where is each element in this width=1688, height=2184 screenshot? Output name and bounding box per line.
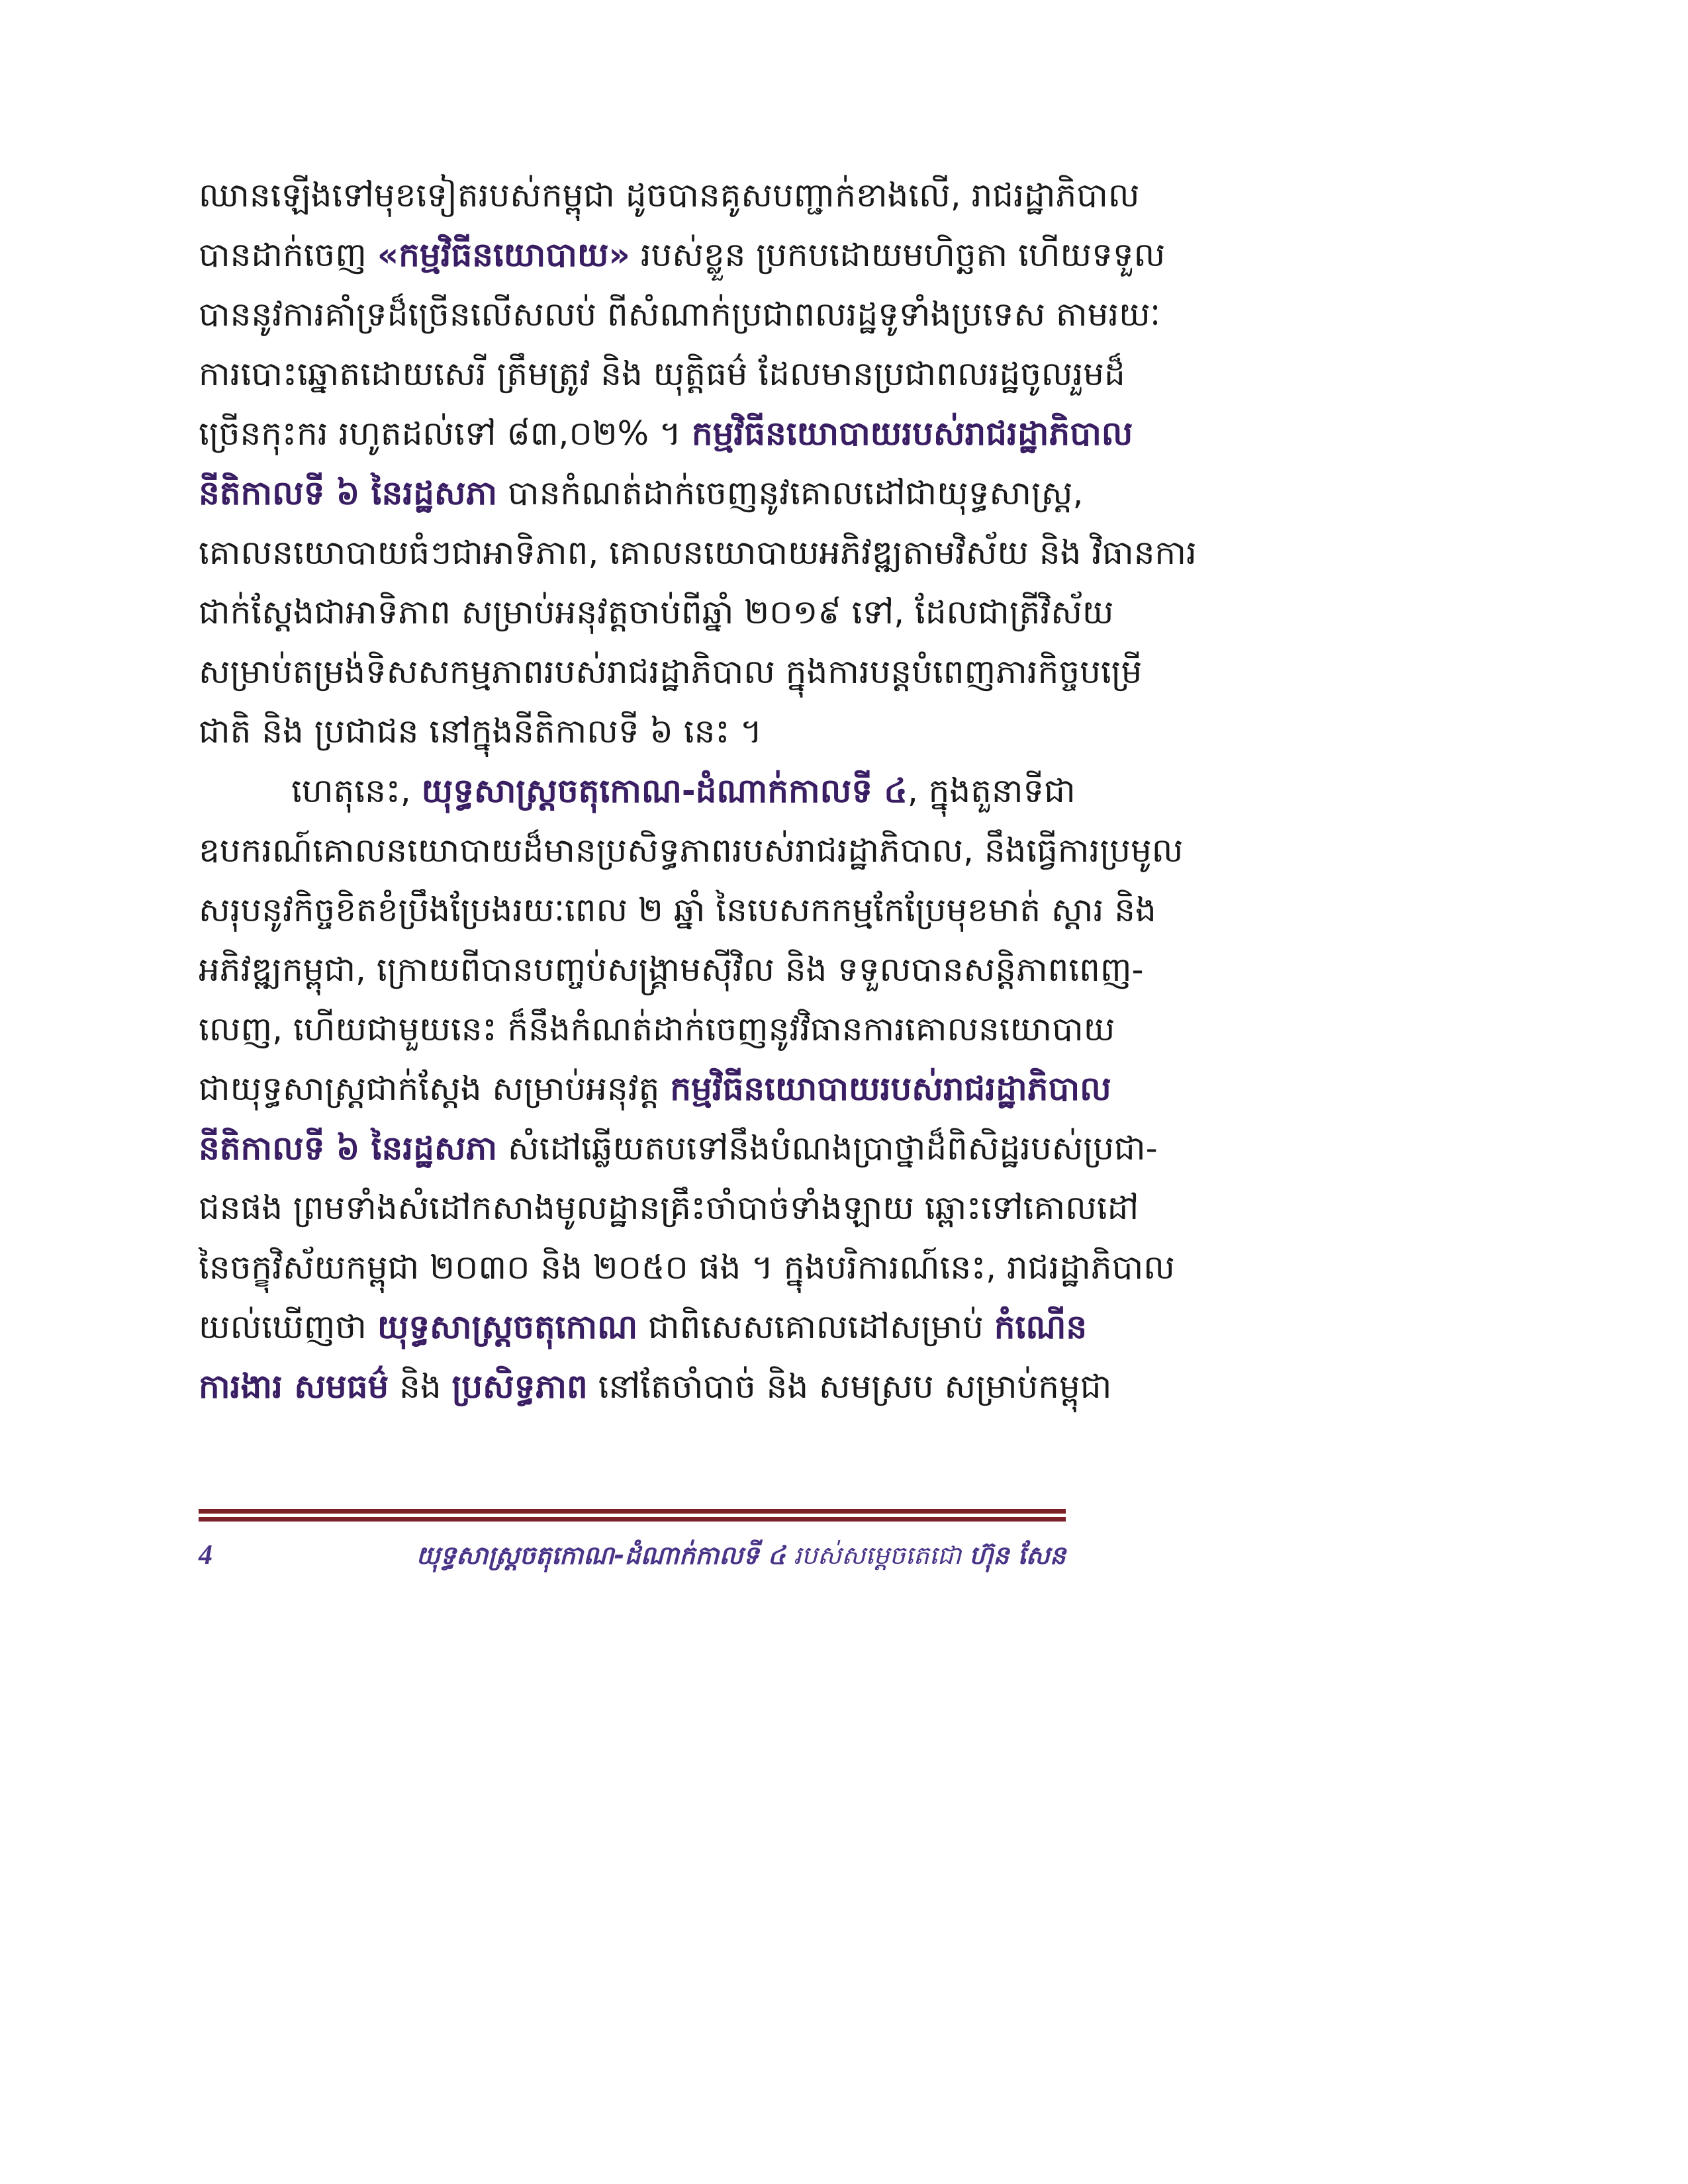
text-line <box>199 642 1143 702</box>
text-line <box>199 821 1184 880</box>
bold-phrase: នីតិកាលទី ៦ នៃរដ្ឋសភា <box>199 474 498 512</box>
text-line <box>199 1118 1158 1178</box>
footer-title-bold: យុទ្ធសាស្ត្រចតុកោណ-ដំណាក់កាលទី ៤ <box>416 1541 786 1570</box>
bold-phrase: កំណើន <box>994 1308 1088 1346</box>
text-run: ឈានឡើងទៅមុខទៀតរបស់កម្ពុជា ដូចបានគូសបញ្ជាក់ខាងលើ, រាជរដ្ឋាភិបាល <box>199 176 1140 214</box>
text-line <box>199 582 1114 642</box>
text-line <box>199 1178 1139 1238</box>
page-number: 4 <box>199 1540 212 1570</box>
bold-phrase: កម្មវិធីនយោបាយរបស់រាជរដ្ឋាភិបាល <box>670 1069 1111 1108</box>
running-footer-title <box>371 1535 1066 1575</box>
text-run: នៃចក្ខុវិស័យកម្ពុជា ២០៣០ និង ២០៥០ ផង ។ ក្នុងបរិការណ៍នេះ, រាជរដ្ឋាភិបាល <box>199 1248 1175 1287</box>
footer-author-name: ហ៊ុន សែន <box>969 1541 1066 1570</box>
text-line <box>199 344 1125 404</box>
text-line <box>199 1357 1112 1416</box>
body-text <box>199 165 1197 1416</box>
text-run: នៅតែចាំបាច់ និង សមស្រប សម្រាប់កម្ពុជា <box>587 1367 1112 1406</box>
text-run: គោលនយោបាយធំៗជាអាទិភាព, គោលនយោបាយអភិវឌ្ឍតាមវិស័យ និង វិធានការ <box>199 533 1197 572</box>
text-run: ឧបករណ៍គោលនយោបាយដ៏មានប្រសិទ្ធភាពរបស់រាជរដ្ឋាភិបាល, នឹងធ្វើការប្រមូល <box>199 831 1184 870</box>
text-run: ការបោះឆ្នោតដោយសេរី ត្រឹមត្រូវ និង យុត្តិធម៌ ដែលមានប្រជាពលរដ្ឋចូលរួមដ៏ <box>199 355 1125 393</box>
text-run: ជាពិសេសគោលដៅសម្រាប់ <box>637 1308 994 1346</box>
text-line <box>199 463 1084 523</box>
text-line <box>199 1238 1175 1297</box>
text-run: បានកំណត់ដាក់ចេញនូវគោលដៅជាយុទ្ធសាស្ត្រ, <box>497 474 1084 512</box>
text-run: យល់ឃើញថា <box>199 1308 377 1346</box>
text-run: ជាយុទ្ធសាស្ត្រជាក់ស្តែង សម្រាប់អនុវត្ត <box>199 1069 671 1108</box>
text-run: អភិវឌ្ឍកម្ពុជា, ក្រោយពីបានបញ្ចប់សង្គ្រាមស៊ីវិល និង ទទួលបានសន្តិភាពពេញ- <box>199 950 1144 989</box>
bold-phrase: យុទ្ធសាស្ត្រចតុកោណ <box>377 1308 638 1346</box>
text-line <box>199 165 1140 225</box>
text-run: សំដៅឆ្លើយតបទៅនឹងបំណងប្រាថ្នាដ៏ពិសិដ្ឋរបស់ប្រជា- <box>497 1129 1158 1167</box>
text-line <box>199 880 1156 940</box>
text-run: ច្រើនកុះករ រហូតដល់ទៅ ៨៣,០២% ។ <box>199 414 692 453</box>
text-run: , ក្នុងតួនាទីជា <box>907 772 1076 810</box>
text-run: ជនផង ព្រមទាំងសំដៅកសាងមូលដ្ឋានគ្រឹះចាំបាច់ទាំងឡាយ ឆ្ពោះទៅគោលដៅ <box>199 1189 1139 1227</box>
bold-phrase: ប្រសិទ្ធភាព <box>451 1367 588 1406</box>
text-run: បាននូវការគាំទ្រដ៏ច្រើនលើសលប់ ពីសំណាក់ប្រជាពលរដ្ឋទូទាំងប្រទេស តាមរយៈ <box>199 295 1161 334</box>
text-run: សម្រាប់តម្រង់ទិសសកម្មភាពរបស់រាជរដ្ឋាភិបាល ក្នុងការបន្តបំពេញភារកិច្ចបម្រើ <box>199 653 1143 691</box>
footer-rule-top <box>199 1509 1066 1514</box>
text-line <box>199 404 1133 463</box>
bold-phrase: យុទ្ធសាស្ត្រចតុកោណ-ដំណាក់កាលទី ៤ <box>421 772 908 810</box>
text-line <box>199 761 1076 821</box>
text-line <box>199 523 1197 582</box>
text-line <box>199 225 1166 285</box>
text-line <box>199 940 1144 999</box>
text-line <box>199 1297 1088 1357</box>
bold-phrase: នីតិកាលទី ៦ នៃរដ្ឋសភា <box>199 1129 498 1167</box>
text-run: លេញ, ហើយជាមួយនេះ ក៏នឹងកំណត់ដាក់ចេញនូវវិធានការគោលនយោបាយ <box>199 1010 1115 1048</box>
bold-phrase: «កម្មវិធីនយោបាយ» <box>377 236 630 274</box>
text-line <box>199 1059 1111 1118</box>
text-run: ហេតុនេះ, <box>291 772 422 810</box>
text-line <box>199 999 1115 1059</box>
footer-rule-bottom <box>199 1517 1066 1522</box>
text-run: បានដាក់ចេញ <box>199 236 377 274</box>
text-run: សរុបនូវកិច្ចខិតខំប្រឹងប្រែងរយៈពេល ២ ឆ្នាំ នៃបេសកកម្មកែប្រែមុខមាត់ ស្តារ និង <box>199 891 1156 929</box>
bold-phrase: កម្មវិធីនយោបាយរបស់រាជរដ្ឋាភិបាល <box>691 414 1133 453</box>
footer-title-middle: របស់សម្តេចតេជោ <box>785 1541 970 1570</box>
text-run: ជាតិ និង ប្រជាជន នៅក្នុងនីតិកាលទី ៦ នេះ ។ <box>199 712 763 751</box>
text-line <box>199 702 1066 761</box>
text-line <box>199 285 1161 344</box>
text-run: ជាក់ស្តែងជាអាទិភាព សម្រាប់អនុវត្តចាប់ពីឆ្នាំ ២០១៩ ទៅ, ដែលជាត្រីវិស័យ <box>199 593 1114 631</box>
bold-phrase: ការងារ សមធម៌ <box>199 1367 389 1406</box>
text-run: របស់ខ្លួន ប្រកបដោយមហិច្ឆតា ហើយទទួល <box>630 236 1166 274</box>
text-run: និង <box>389 1367 452 1406</box>
